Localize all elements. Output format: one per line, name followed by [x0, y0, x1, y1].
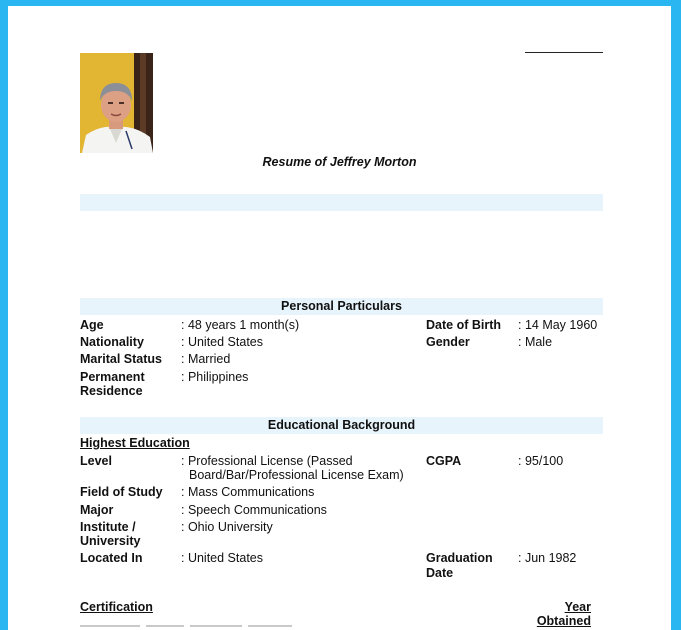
nationality-label: Nationality [80, 335, 144, 349]
top-rule [525, 52, 603, 53]
certification-heading: Certification [80, 600, 153, 614]
educational-background-heading: Educational Background [80, 417, 603, 434]
located-in-value: : United States [181, 551, 263, 565]
located-in-label: Located In [80, 551, 143, 565]
level-label: Level [80, 454, 112, 468]
graduation-value: : Jun 1982 [518, 551, 577, 565]
cgpa-value: : 95/100 [518, 454, 564, 468]
age-value: : 48 years 1 month(s) [181, 318, 300, 332]
major-label: Major [80, 503, 114, 517]
personal-particulars-heading: Personal Particulars [80, 298, 603, 315]
marital-status-value: : Married [181, 352, 231, 366]
residence-label-line2: Residence [80, 384, 143, 398]
major-value: : Speech Communications [181, 503, 327, 517]
resume-title: Resume of Jeffrey Morton [262, 155, 417, 169]
field-of-study-label: Field of Study [80, 485, 163, 499]
gender-label: Gender [426, 335, 470, 349]
dob-label: Date of Birth [426, 318, 501, 332]
marital-status-label: Marital Status [80, 352, 162, 366]
residence-value: : Philippines [181, 370, 249, 384]
field-of-study-value: : Mass Communications [181, 485, 315, 499]
gender-value: : Male [518, 335, 553, 349]
residence-label-line1: Permanent [80, 370, 145, 384]
year-obtained-line2: Obtained [536, 614, 591, 628]
graduation-label-line1: Graduation [426, 551, 493, 565]
year-obtained-line1: Year [564, 600, 591, 614]
institute-label-line1: Institute / [80, 520, 136, 534]
nationality-value: : United States [181, 335, 263, 349]
cgpa-label: CGPA [426, 454, 462, 468]
header-band [80, 194, 603, 211]
resume-page [8, 6, 671, 630]
level-value-line1: : Professional License (Passed [181, 454, 353, 468]
highest-education-subheading: Highest Education [80, 436, 190, 450]
institute-label-line2: University [80, 534, 141, 548]
dob-value: : 14 May 1960 [518, 318, 598, 332]
graduation-label-line2: Date [426, 566, 454, 580]
level-value-line2: Board/Bar/Professional License Exam) [189, 468, 404, 482]
age-label: Age [80, 318, 104, 332]
profile-photo-image [80, 53, 153, 153]
institute-value: : Ohio University [181, 520, 273, 534]
faded-text-line [80, 625, 310, 630]
profile-photo [80, 53, 153, 153]
